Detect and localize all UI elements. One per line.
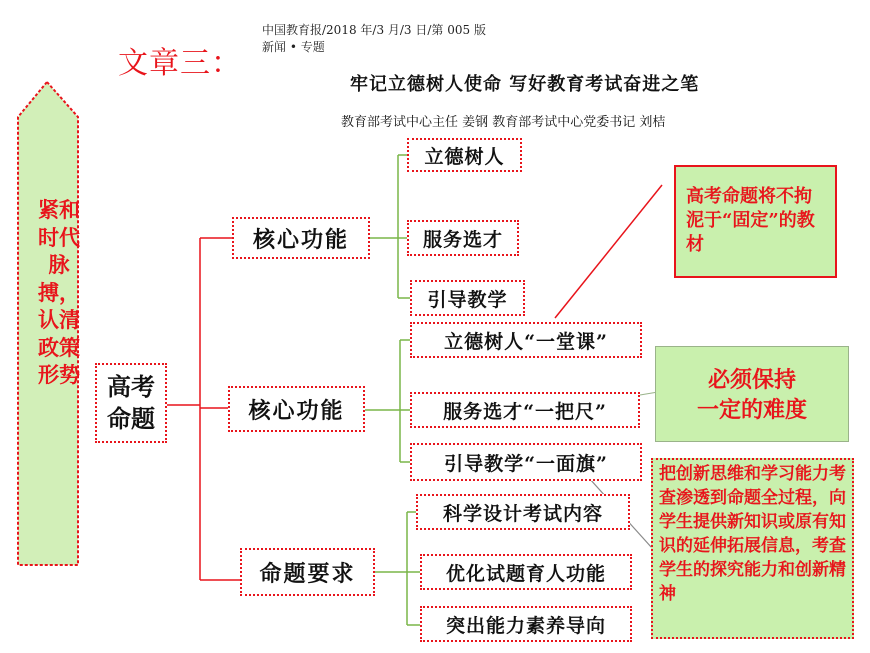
branch-node-requirements: 命题要求 bbox=[240, 548, 375, 596]
branch3-connector bbox=[375, 512, 420, 625]
note-innovation: 把创新思维和学习能力考查渗透到命题全过程，向学生提供新知识或原有知识的延伸拓展信息，考查学生的探究能力和创新精神 bbox=[651, 458, 854, 639]
leaf-2-1: 立德树人“一堂课” bbox=[410, 322, 642, 358]
leaf-2-2: 服务选才“一把尺” bbox=[410, 392, 640, 428]
root-node bbox=[95, 363, 167, 443]
root-line1: 高考 bbox=[107, 372, 155, 401]
branch1-connector bbox=[370, 155, 410, 298]
leaf-1-2: 服务选才 bbox=[407, 220, 519, 256]
leaf-3-1: 科学设计考试内容 bbox=[416, 494, 630, 530]
leaf-2-3: 引导教学“一面旗” bbox=[410, 443, 642, 481]
root-line2: 命题 bbox=[107, 404, 155, 433]
leaf-1-3: 引导教学 bbox=[410, 280, 525, 316]
branch2-connector bbox=[365, 340, 410, 462]
leaf-3-2: 优化试题育人功能 bbox=[420, 554, 632, 590]
article-title: 牢记立德树人使命 写好教育考试奋进之笔 bbox=[350, 74, 700, 95]
leaf-1-1: 立德树人 bbox=[407, 138, 522, 172]
sidebar-vertical-text: 紧和时代脉搏，认清政策形势 bbox=[38, 197, 80, 387]
branch-node-core-function-1: 核心功能 bbox=[232, 217, 370, 259]
source-line: 中国教育报/2018 年/3 月/3 日/第 005 版 bbox=[262, 23, 486, 37]
note-fixed-textbook: 高考命题将不拘泥于“固定”的教材 bbox=[674, 165, 837, 278]
note-difficulty-line1: 必须保持 bbox=[707, 367, 796, 393]
leaf-3-3: 突出能力素养导向 bbox=[420, 606, 632, 642]
note-difficulty-line2: 一定的难度 bbox=[696, 397, 807, 423]
source-section: 新闻 • 专题 bbox=[262, 40, 325, 54]
article-authors: 教育部考试中心主任 姜钢 教育部考试中心党委书记 刘桔 bbox=[341, 115, 666, 130]
note-difficulty bbox=[655, 346, 849, 442]
article-label: 文章三： bbox=[118, 46, 242, 81]
branch-node-core-function-2: 核心功能 bbox=[228, 386, 365, 432]
note1-pointer bbox=[555, 185, 662, 318]
